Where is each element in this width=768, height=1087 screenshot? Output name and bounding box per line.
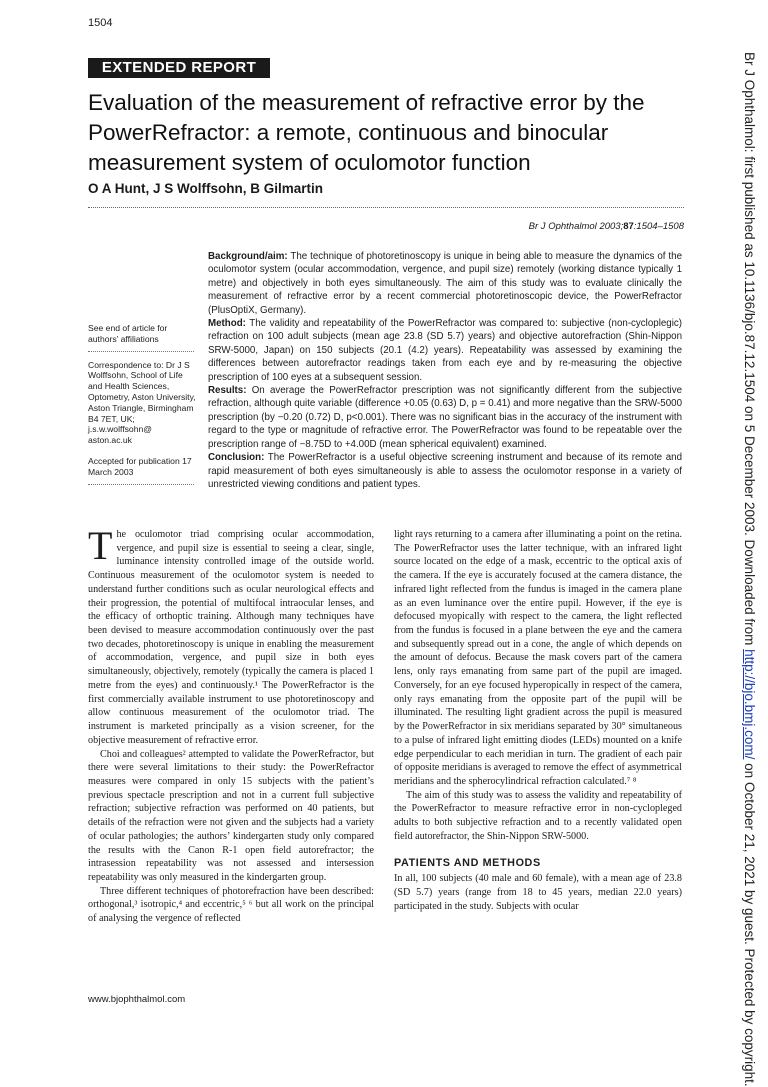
correspondence-note: Correspondence to: Dr J S Wolffsohn, School of Life and Health Sciences, Optometry, Aston University, Aston Triangle, Birmingham B4 7ET, UK; j.s.w.wolffsohn@ aston.ac.uk [88,359,196,446]
abstract-conclusion-text: The PowerRefractor is a useful objective screening instrument and because of its remote and rapid measurement of both eyes simultaneously is able to assess the oculomotor response in a variety of unrestricted viewing conditions and patient types. [208,452,682,490]
author-list: O A Hunt, J S Wolffsohn, B Gilmartin [88,181,323,196]
footer-url: www.bjophthalmol.com [88,994,186,1005]
affiliations-note: See end of article for authors’ affiliations [88,323,168,344]
abstract-results [208,384,682,451]
body-paragraph: light rays returning to a camera after illuminating a point on the retina. The PowerRefractor uses the latter technique, with an infrared light source located on the edge of a mask, eccentric to the optical axis of the camera. If the eye is accurately focused at the camera distance, the infrared light reflected from the fundus is imaged in the camera plane as an even luminance over the entire pupil. However, if the eye is defocused myopically with respect to the camera, the light reflected from the fundus is focused in a plane between the eye and the camera and subsequently spread out in a cone, the angle of which depends on the amount of defocus. Because the mask covers part of the camera lens, only rays emanating from same part of the pupil are imaged. Conversely, for an eye focused hyperopically in respect of the camera, only rays emanating from the opposite part of the pupil will be illuminated. The resulting light gradient across the pupil is measured by the PowerRefractor in six meridians separated by 30° simultaneous to a pulse of infrared light emitting diodes (LEDs) mounted on a knife edge perpendicular to each meridian in turn. The gradient of each pair of opposite meridians is averaged to remove the effect of asymmetrical meridians and the spherocylindrical refraction calculated.⁷ ⁸ [394,529,682,787]
body-paragraph: Three different techniques of photorefraction have been described: orthogonal,³ isotropic,⁴ and eccentric,⁵ ⁶ but all work on the principal of analysing the vergence of reflected [88,885,374,925]
abstract-conclusion [208,451,682,491]
body-paragraph [88,523,374,748]
body-paragraph: The aim of this study was to assess the validity and repeatability of the PowerRefractor to measure refractive error in non-cyclopleged adults to both subjective refraction and to a recently validated open field autorefractor, the Shin-Nippon SRW-5000. [394,789,682,842]
watermark-suffix: on October 21, 2021 by guest. Protected by copyright. [742,759,757,1087]
citation-year: 2003; [599,221,624,232]
abstract-background-heading: Background/aim: [208,251,288,262]
body-column-left [88,523,374,926]
abstract-background-text: The technique of photoretinoscopy is unique in being able to measure the dynamics of the oculomotor system (ocular accommodation, vergence, and pupil size) remotely (working distance typically 1 metre) and objectively in both eyes simultaneously. The aim of this study was to evaluate clinically the measurement of refractive error by a recent commercial photoretinoscopic device, the PowerRefractor (PlusOptiX, Germany). [208,251,682,316]
abstract-method [208,317,682,384]
abstract-results-heading: Results: [208,385,247,397]
citation-pages: :1504–1508 [633,221,684,232]
citation-journal: Br J Ophthalmol [528,221,597,232]
article-title: Evaluation of the measurement of refractive error by the PowerRefractor: a remote, continuous and binocular measurement system of oculomotor function [88,90,645,175]
watermark-prefix: Br J Ophthalmol: first published as 10.1136/bjo.87.12.1504 on 5 December 2003. Downloaded from [742,52,757,650]
citation-volume: 87 [623,221,634,232]
body-column-right [394,528,682,913]
paragraph-text: he oculomotor triad comprising ocular accommodation, vergence, and pupil size is essential to seeing a clear, single, luminance intensity controlled image of the outside world. Continuous measurement of the oculomotor system is needed to understand further conditions such as ocular neurological effects and their progression, the potential of multifocal intraocular lenses, and the efficacy of orthoptic training. Although many techniques have been devised to measure accommodation continuously over the past two decades, photoretinoscopy is unique in enabling the measurement of accommodation, vergence, and pupil size in both eyes simultaneously, objectively, remotely (typically the camera is placed 1 metre from the eyes) and continuously.¹ The PowerRefractor is the first commercially available instrument to use photoretinoscopy and allow continuous measurement of the oculomotor triad. The instrument is marketed principally as a vision screener, for the objective measurement of refractive error. [88,529,374,746]
body-paragraph: Choi and colleagues² attempted to validate the PowerRefractor, but there were several limitations to their study: the PowerRefractor measures were compared in only 15 subjects with the patient’s previous spectacle prescription and not in a current full subjective refraction; subjective refraction was performed on 40 patients, but details of the refraction were not given and the subjects had a variety of ocular pathologies; the authors’ kindergarten study only compared the results with the Canon R-1 open field autorefractor; the intrasession repeatability was not assessed and intersession repeatability was only measured in the kindergarten group. [88,748,374,883]
download-watermark [724,52,764,1087]
section-heading: PATIENTS AND METHODS [394,856,541,869]
accepted-date: Accepted for publication 17 March 2003 [88,455,192,477]
abstract-results-text: On average the PowerRefractor prescription was not significantly different from the subjective refraction, although quite variable (difference +0.05 (0.63) D, p = 0.41) and more negative than the SRW-5000 prescription (by −0.20 (0.72) D, p<0.001). There was no significant bias in the accuracy of the instrument with regard to the type or magnitude of refractive error. The PowerRefractor was found to be repeatable over the prescription range of −8.75D to +4.00D (mean spherical equivalent) examined. [208,385,682,450]
page-number: 1504 [88,17,113,29]
watermark-link[interactable]: http://bjo.bmj.com/ [742,649,757,760]
journal-citation [529,221,684,232]
article-sidenote [88,323,198,493]
body-paragraph: In all, 100 subjects (40 male and 60 female), with a mean age of 23.8 (SD 5.7) years (range from 18 to 45 years, median 22.0 years) participated in the study. Subjects with ocular [394,873,682,912]
abstract-method-text: The validity and repeatability of the PowerRefractor was compared to: subjective (non-cycloplegic) refraction on 100 adult subjects (mean age 23.8 (SD 5.7) years) and objective autorefraction (Shin-Nippon SRW-5000, Japan) on 150 subjects (20.1 (4.2) years). Repeatability was assessed by examining the differences between autorefractor readings taken from each eye and by re-measuring the objective prescription of 100 eyes at a subsequent session. [208,318,682,383]
abstract [208,250,682,491]
drop-cap: T [88,523,113,568]
sidenote-divider [88,351,194,352]
sidenote-divider-bottom [88,484,194,485]
dotted-divider [88,207,684,208]
abstract-method-heading: Method: [208,318,246,330]
section-label: EXTENDED REPORT [88,58,270,78]
abstract-conclusion-heading: Conclusion: [208,452,265,464]
abstract-background [208,250,682,317]
